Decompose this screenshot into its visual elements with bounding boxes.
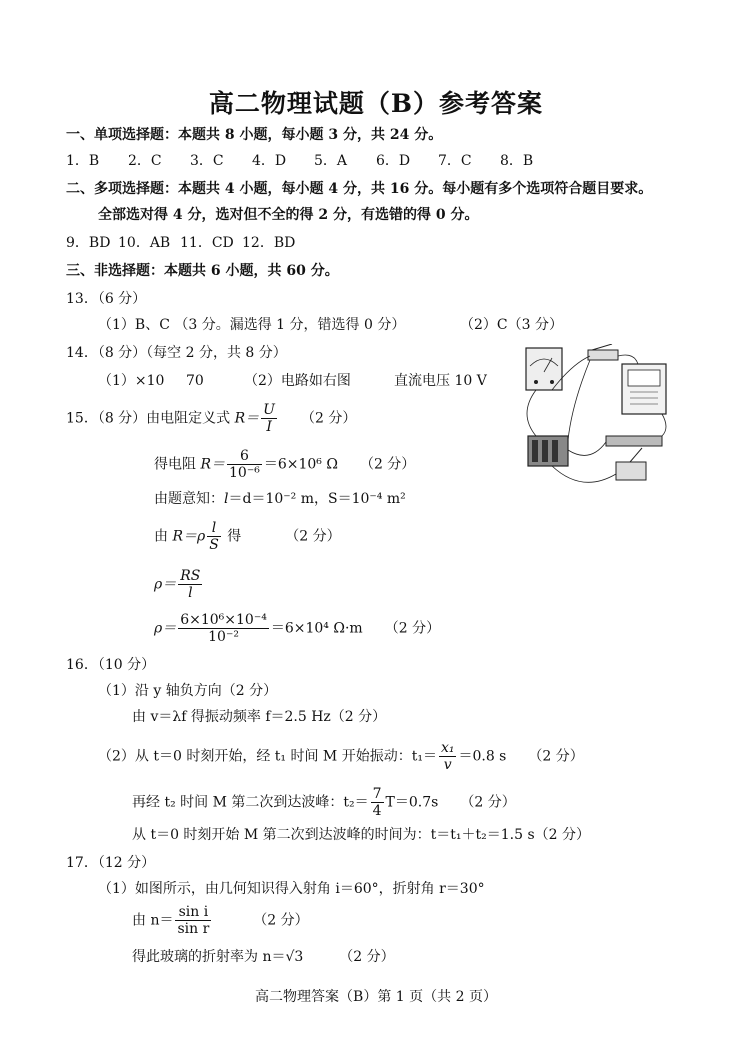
meter-icon — [622, 364, 666, 414]
q17-head: 17．（12 分） — [66, 855, 156, 871]
q17-a3-score: （2 分） — [339, 949, 395, 965]
page-title: 高二物理试题（B）参考答案 — [208, 89, 544, 118]
q17-a2-pre: 由 n＝ — [132, 912, 174, 929]
q15-l2-result: ＝6×10⁶ Ω — [263, 456, 338, 473]
answer-7: 7．C — [438, 153, 472, 169]
q16-a3-result: T＝0.7s — [385, 794, 439, 811]
q16-head: 16．（10 分） — [66, 657, 156, 673]
q15-eq1-lhs: R＝ — [234, 410, 260, 427]
answer-4: 4．D — [252, 153, 287, 169]
q16-a2-score: （2 分） — [528, 748, 584, 765]
q16-a2-pre: （2）从 t＝0 时刻开始，经 t₁ 时间 M 开始振动：t₁＝ — [98, 748, 437, 765]
q14-head: 14．（8 分）（每空 2 分，共 8 分） — [66, 345, 287, 361]
switch-icon — [588, 344, 618, 360]
q15-l4-post: 得 — [222, 528, 242, 545]
answer-1: 1．B — [66, 153, 100, 169]
page-footer: 高二物理答案（B）第 1 页（共 2 页） — [255, 989, 497, 1005]
q15-l3-l: l — [224, 491, 229, 507]
q16-answer3 — [132, 786, 516, 819]
section3-heading: 三、非选择题：本题共 6 小题，共 60 分。 — [66, 263, 339, 279]
q15-line4 — [154, 520, 341, 553]
q15-l2-fraction — [227, 448, 262, 481]
q15-line6 — [154, 612, 440, 645]
q13-answer1: （1）B、C （3 分。漏选得 1 分，错选得 0 分） — [98, 317, 406, 333]
q16-answer4: 从 t＝0 时刻开始 M 第二次到达波峰的时间为：t＝t₁＋t₂＝1.5 s（2 分） — [132, 827, 591, 843]
answer-8: 8．B — [500, 153, 534, 169]
answer-11: 11．CD — [180, 235, 234, 251]
q15-l6-result: ＝6×10⁴ Ω·m — [270, 620, 363, 637]
rheostat-icon — [606, 436, 662, 480]
q13-answer2: （2）C（3 分） — [460, 317, 563, 333]
q16-a3-fraction — [371, 786, 384, 819]
answer-9: 9．BD — [66, 235, 111, 251]
q15-l5-den: l — [188, 585, 193, 601]
q17-answer2 — [132, 904, 309, 937]
q15-l6-lhs: ρ＝ — [154, 620, 177, 637]
q15-l4-pre: 由 — [154, 528, 173, 545]
q16-a3-den: 4 — [372, 803, 382, 819]
q15-l4-fraction — [207, 520, 221, 553]
battery-icon — [528, 436, 568, 466]
q15-l3-text: 由题意知： — [154, 491, 224, 507]
q16-a3-score: （2 分） — [460, 794, 516, 811]
q14-answer3: 直流电压 10 V — [394, 373, 487, 389]
q15-l5-num: RS — [180, 568, 201, 584]
q15-head-text: 15．（8 分）由电阻定义式 — [66, 410, 235, 427]
q15-l2-den: 10⁻⁶ — [229, 465, 260, 481]
q15-l2-num: 6 — [227, 448, 262, 465]
q15-l6-fraction — [178, 612, 269, 645]
q15-l6-den: 10⁻² — [208, 629, 239, 645]
q16-a2-result: ＝0.8 s — [458, 748, 507, 765]
q13-head: 13．（6 分） — [66, 291, 147, 307]
section2-answers — [66, 234, 304, 252]
q16-a3-num: 7 — [372, 786, 382, 802]
q15-l4-R: R＝ρ — [172, 528, 206, 545]
q15-line2 — [154, 448, 415, 481]
q15-l2-score: （2 分） — [359, 456, 416, 473]
answer-10: 10．AB — [118, 235, 171, 251]
q15-l4-score: （2 分） — [285, 528, 341, 545]
circuit-figure — [512, 344, 672, 496]
q15-l4-num: l — [207, 520, 221, 537]
q16-answer1b: 由 v＝λf 得振动频率 f＝2.5 Hz（2 分） — [132, 709, 387, 725]
q15-eq1-fraction — [261, 402, 277, 435]
answer-3: 3．C — [190, 153, 224, 169]
q16-a2-den: v — [443, 757, 452, 773]
q17-a2-den: sin r — [177, 921, 210, 937]
q15-eq1-den: I — [266, 419, 272, 435]
answer-12: 12．BD — [242, 235, 296, 251]
q15-eq1-score: （2 分） — [300, 410, 357, 427]
q15-l6-num: 6×10⁶×10⁻⁴ — [180, 612, 267, 628]
answer-6: 6．D — [376, 153, 411, 169]
q14-answer1: （1）×10 — [98, 373, 165, 389]
q15-line3 — [154, 490, 406, 508]
section1-heading: 一、单项选择题：本题共 8 小题，每小题 3 分，共 24 分。 — [66, 127, 443, 143]
q17-answer1: （1）如图所示，由几何知识得入射角 i＝60°，折射角 r＝30° — [98, 881, 485, 897]
q15-l5-fraction — [178, 568, 202, 601]
q16-a2-fraction — [439, 740, 457, 773]
q14-answer1b: 70 — [186, 373, 204, 389]
q17-a2-fraction — [175, 904, 211, 937]
answer-2: 2．C — [128, 153, 162, 169]
q14-answer2: （2）电路如右图 — [244, 373, 351, 389]
section2-heading-cont: 全部选对得 4 分，选对但不全的得 2 分，有选错的得 0 分。 — [98, 207, 479, 223]
q17-answer3 — [132, 948, 395, 966]
q17-a3-text: 得此玻璃的折射率为 n＝√3 — [132, 949, 304, 965]
q15-l4-den: S — [209, 537, 219, 553]
q15-head — [66, 402, 356, 435]
q15-line5 — [154, 568, 204, 601]
q16-a2-num: x₁ — [440, 740, 455, 756]
answer-5: 5．A — [314, 153, 348, 169]
q16-answer2 — [98, 740, 584, 773]
section1-answers — [66, 152, 562, 170]
section2-heading: 二、多项选择题：本题共 4 小题，每小题 4 分，共 16 分。每小题有多个选项符合题目要求。 — [66, 181, 653, 197]
q15-l2-R: R＝ — [200, 456, 225, 473]
q17-a2-num: sin i — [175, 904, 211, 921]
q17-a2-score: （2 分） — [253, 912, 309, 929]
q16-answer1: （1）沿 y 轴负方向（2 分） — [98, 683, 278, 699]
q15-l6-score: （2 分） — [384, 620, 441, 637]
q15-l5-lhs: ρ＝ — [154, 576, 177, 593]
q16-a3-pre: 再经 t₂ 时间 M 第二次到达波峰：t₂＝ — [132, 794, 369, 811]
q15-l2-pre: 得电阻 — [154, 456, 201, 473]
q15-l3-rest: ＝d＝10⁻² m，S＝10⁻⁴ m² — [228, 491, 406, 507]
q15-eq1-num: U — [263, 402, 275, 418]
